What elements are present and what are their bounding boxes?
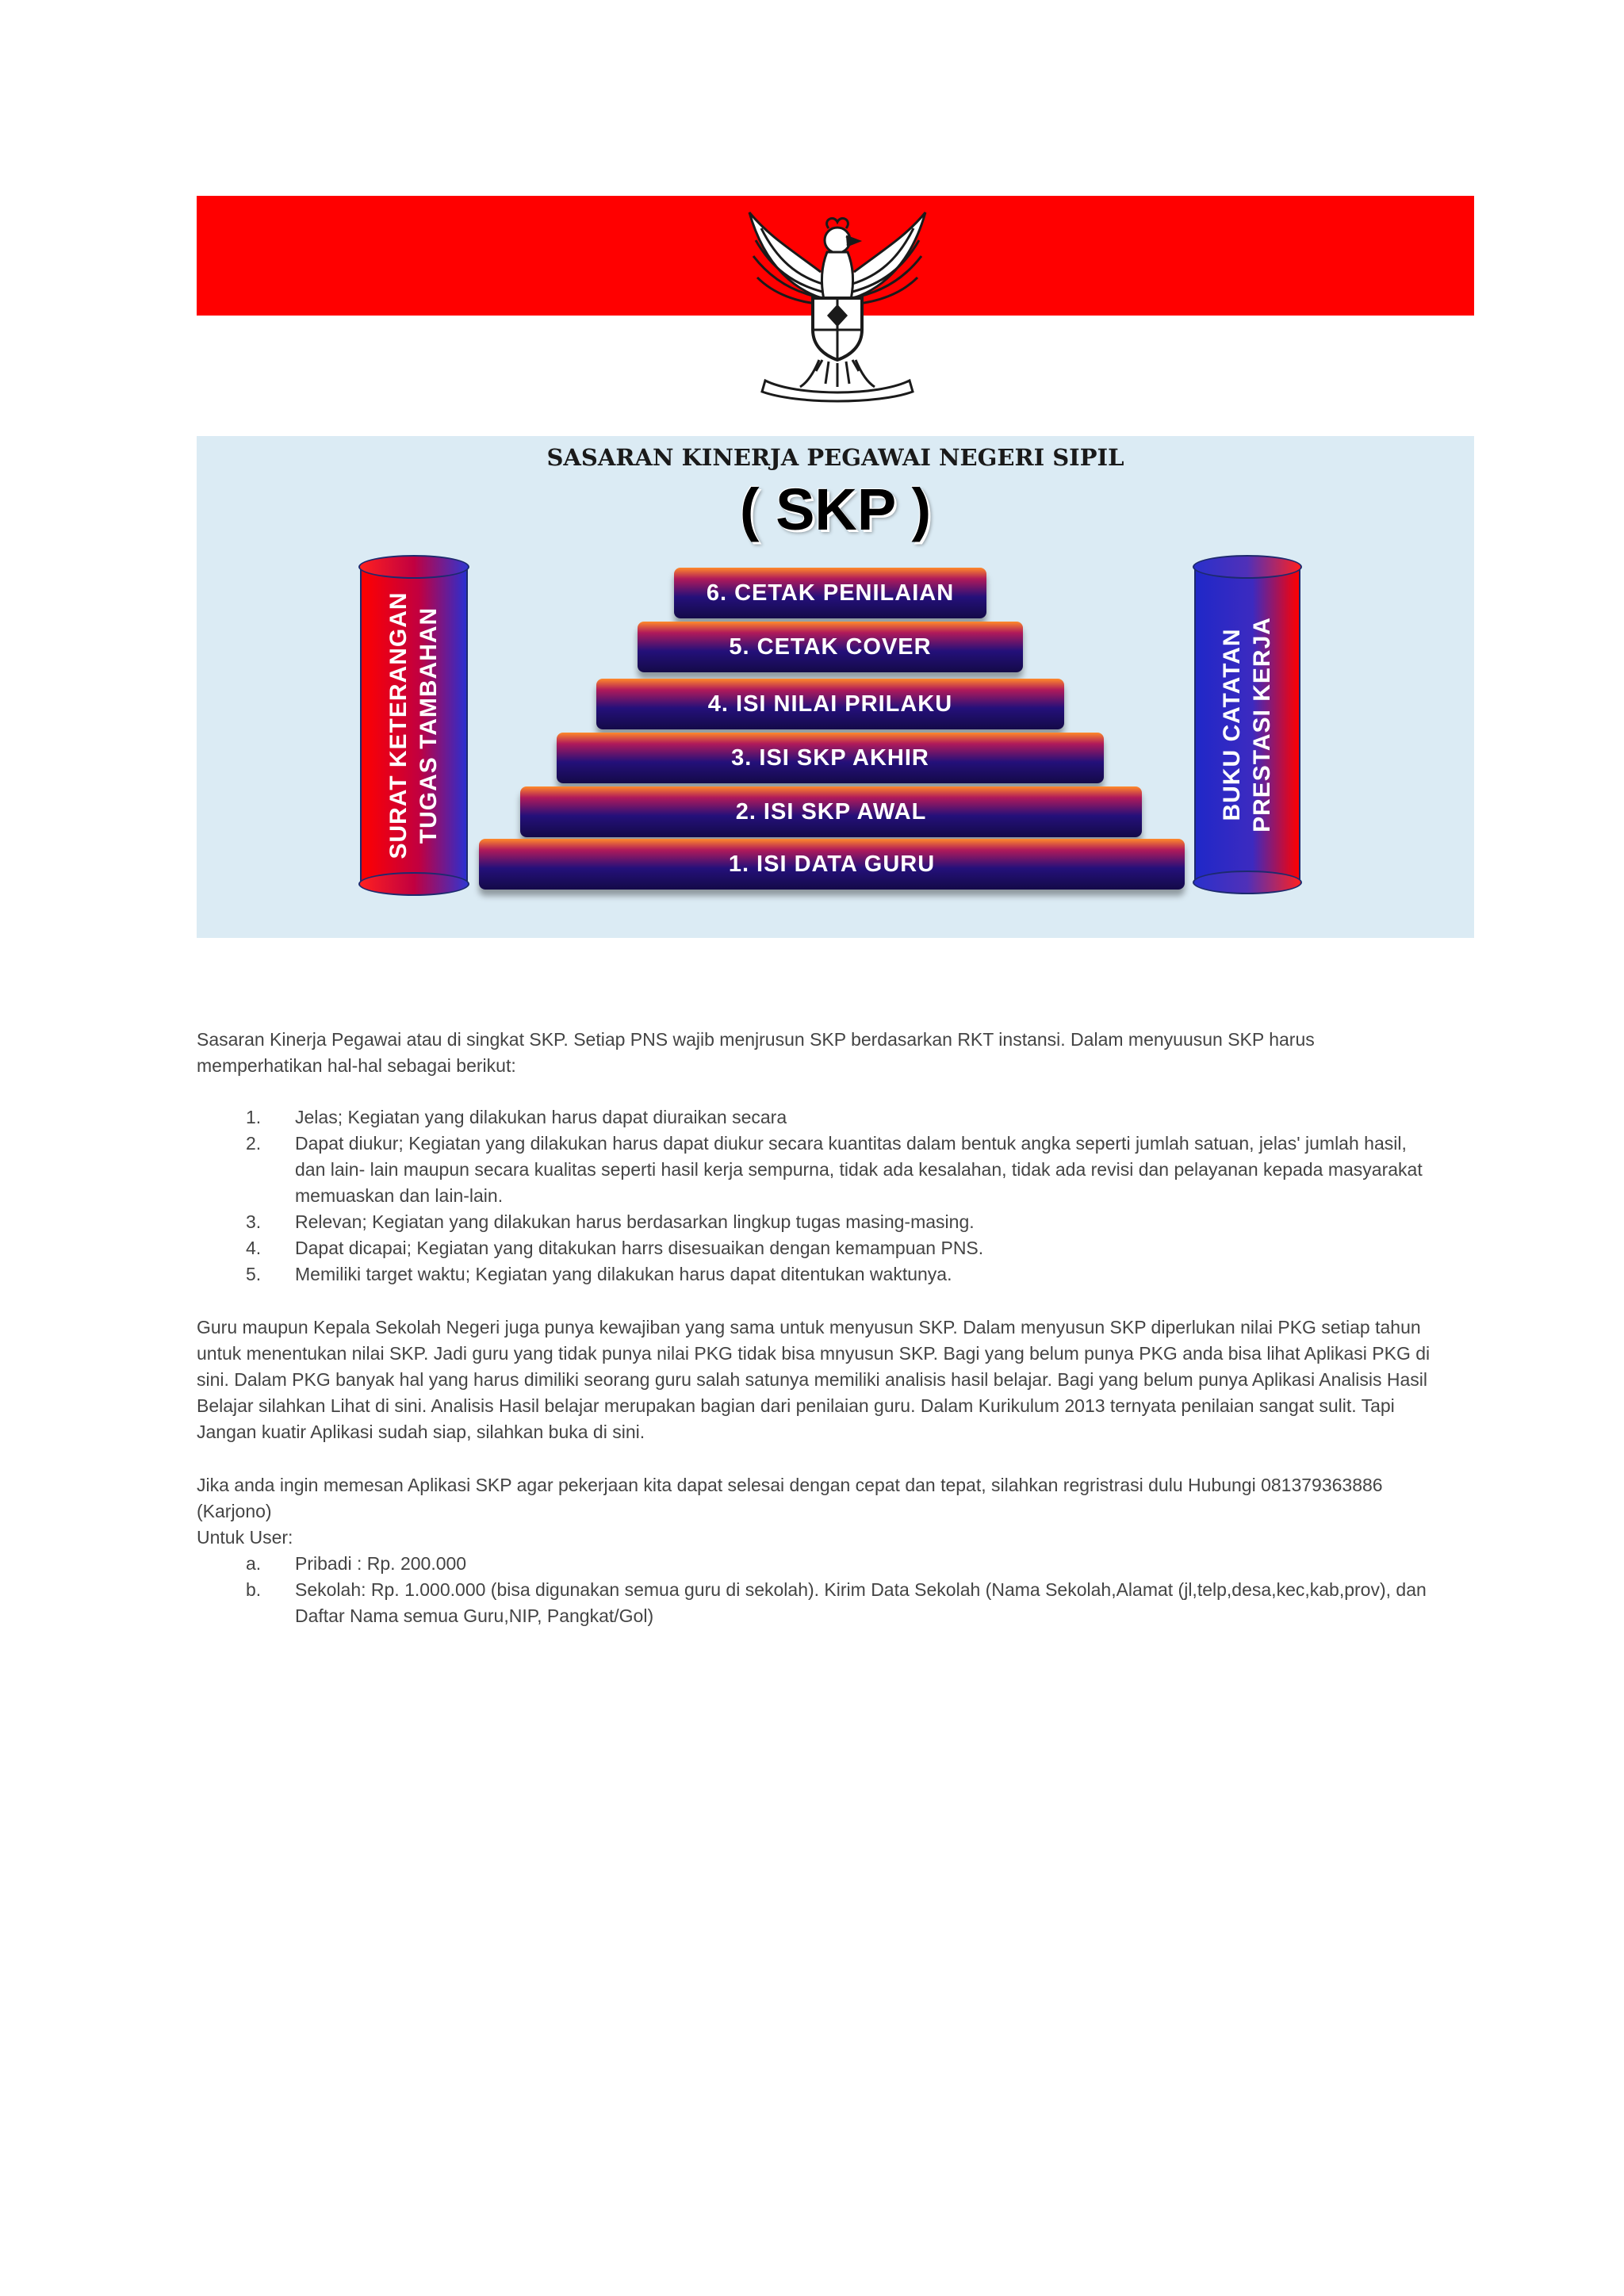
user-label: Untuk User:	[197, 1527, 293, 1548]
garuda-emblem-icon	[733, 205, 941, 404]
step-5-cetak-cover: 5. CETAK COVER	[638, 622, 1023, 672]
right-cylinder-label: BUKU CATATAN PRESTASI KERJA	[1219, 617, 1275, 832]
list-item: a. Pribadi : Rp. 200.000	[246, 1553, 467, 1574]
list-item: 5. Memiliki target waktu; Kegiatan yang dilakukan harus dapat ditentukan waktunya.	[246, 1264, 952, 1284]
banner-skp-heading: ( SKP )	[739, 476, 932, 542]
order-paragraph: Jika anda ingin memesan Aplikasi SKP agar pekerjaan kita dapat selesai dengan cepat dan tepat, silahkan regristrasi dulu Hubungi 081379363886 (Karjono)	[197, 1475, 1383, 1521]
price-list	[197, 1551, 1434, 1629]
article-body	[197, 1027, 1434, 1629]
step-2-isi-skp-awal: 2. ISI SKP AWAL	[520, 786, 1142, 837]
list-item: 4. Dapat dicapai; Kegiatan yang ditakukan harrs disesuaikan dengan kemampuan PNS.	[246, 1238, 984, 1258]
skp-banner	[197, 436, 1474, 938]
list-item: b. Sekolah: Rp. 1.000.000 (bisa digunakan semua guru di sekolah). Kirim Data Sekolah (Nama Sekolah,Alamat (jl,telp,desa,kec,kab,prov), dan Daftar Nama semua Guru,NIP, Pangkat/Gol)	[246, 1579, 1427, 1626]
pkg-paragraph: Guru maupun Kepala Sekolah Negeri juga punya kewajiban yang sama untuk menyusun SKP. Dalam menyusun SKP diperlukan nilai PKG setiap tahun untuk menentukan nilai SKP. Jadi guru yang tidak punya nilai PKG tidak bisa mnyusun SKP. Bagi yang belum punya PKG anda bisa lihat Aplikasi PKG di sini. Dalam PKG banyak hal yang harus dimiliki seorang guru salah satunya memiliki analisis hasil belajar. Bagi yang belum punya Aplikasi Analisis Hasil Belajar silahkan Lihat di sini. Analisis Hasil belajar merupakan bagian dari penilaian guru. Dalam Kurikulum 2013 ternyata penilaian sangat sulit. Tapi Jangan kuatir Aplikasi sudah siap, silahkan buka di sini.	[197, 1317, 1431, 1442]
criteria-list	[197, 1104, 1434, 1288]
banner-title: SASARAN KINERJA PEGAWAI NEGERI SIPIL	[546, 444, 1124, 471]
list-item: 2. Dapat diukur; Kegiatan yang dilakukan harus dapat diukur secara kuantitas dalam bentuk angka seperti jumlah satuan, jelas' jumlah hasil, dan lain- lain maupun secara kualitas seperti hasil kerja sempurna, tidak ada kesalahan, tidak ada revisi dan pelayanan kepada masyarakat memuaskan dan lain-lain.	[246, 1133, 1423, 1206]
intro-paragraph: Sasaran Kinerja Pegawai atau di singkat SKP. Setiap PNS wajib menjrusun SKP berdasarkan RKT instansi. Dalam menyuusun SKP harus memperhatikan hal-hal sebagai berikut:	[197, 1029, 1315, 1076]
step-1-isi-data-guru: 1. ISI DATA GURU	[479, 839, 1185, 890]
right-cylinder	[1194, 555, 1300, 894]
list-item: 1. Jelas; Kegiatan yang dilakukan harus dapat diuraikan secara	[246, 1107, 787, 1127]
left-cylinder-label: SURAT KETERANGAN TUGAS TAMBAHAN	[385, 591, 442, 859]
list-item: 3. Relevan; Kegiatan yang dilakukan harus berdasarkan lingkup tugas masing-masing.	[246, 1211, 975, 1232]
step-3-isi-skp-akhir: 3. ISI SKP AKHIR	[557, 733, 1104, 783]
step-4-isi-nilai-prilaku: 4. ISI NILAI PRILAKU	[596, 679, 1064, 729]
left-cylinder	[360, 555, 468, 896]
step-6-cetak-penilaian: 6. CETAK PENILAIAN	[674, 568, 986, 618]
